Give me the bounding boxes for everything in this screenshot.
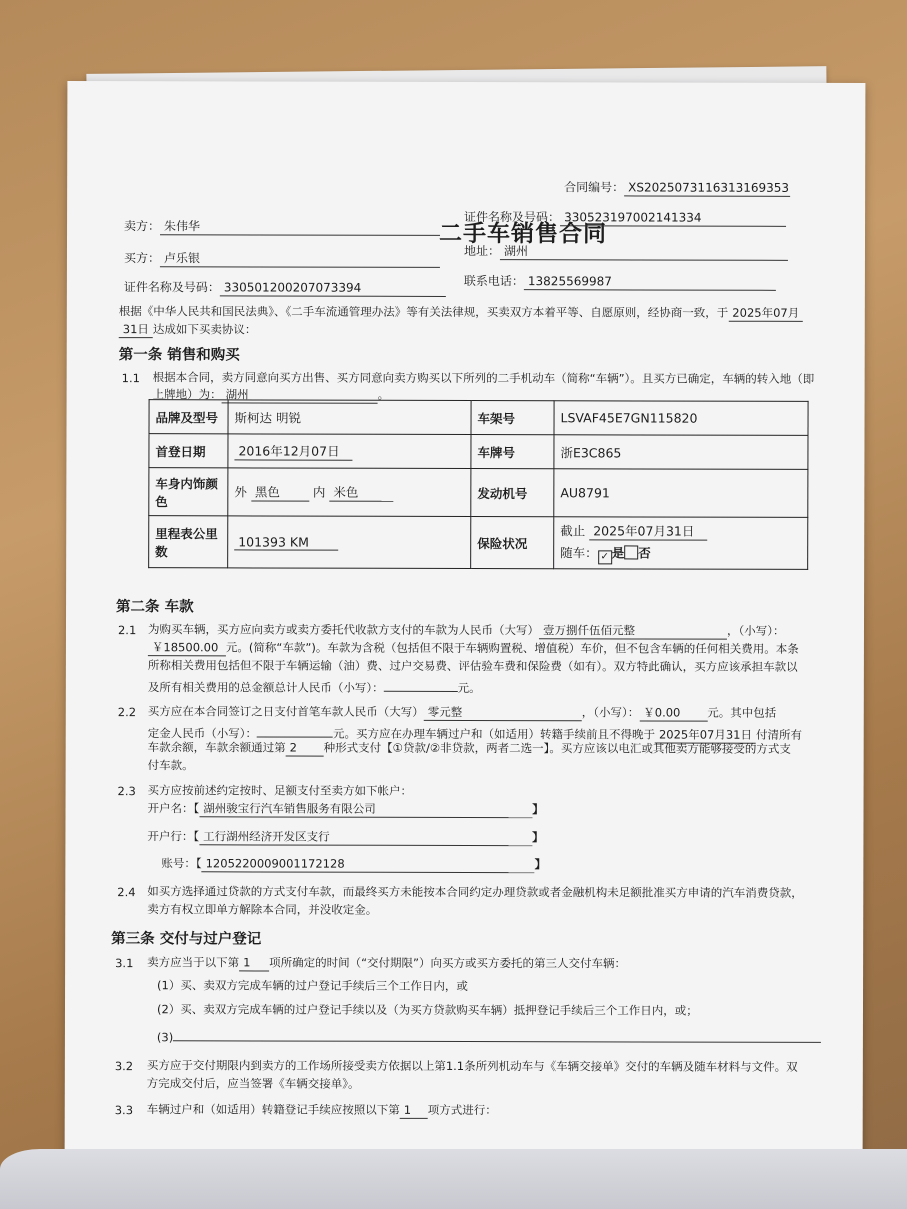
intro-line-2: 31日 达成如下买卖协议： [119,321,257,338]
payee-row: 开户名：【 湖州骏宝行汽车销售服务有限公司 】 [147,801,544,817]
delivery-option-1: (1）买、卖双方完成车辆的过户登记手续后三个工作日内，或 [157,978,468,994]
buyer-label: 买方： [123,251,160,266]
document-title: 二手车销售合同 [438,220,608,248]
plate-value: 浙E3C865 [554,435,808,470]
contract-number [564,178,790,197]
clause-2-4-line-2: 卖方有权立即单方解除本合同，并没收定金。 [147,902,378,917]
insurance-until: 2025年07月31日 [589,521,707,540]
clause-2-4-line-1: 如买方选择通过贷款的方式支付车款，而最终买方未能按本合同约定办理贷款或者金融机构未足额批准买方申请的汽车消费贷款， [147,884,803,900]
clause-2-1-line-3: 所称相关费用包括但不限于车辆运输（油）费、过户交易费、评估验车费和保险费（如有）。双方特此确认，买方应该承担车款以 [147,658,798,674]
payee-name: 湖州骏宝行汽车销售服务有限公司 [199,800,532,818]
mileage-label: 里程表公里数 [149,516,228,568]
transfer-option: 1 [400,1103,428,1119]
checkbox-no[interactable] [624,545,638,559]
checkbox-yes[interactable]: ✓ [598,550,612,564]
price-lower: ￥18500.00 [148,639,226,656]
register-place: 湖州 [222,386,378,403]
clause-2-1-line-1: 为购买车辆，买方应向卖方或卖方委托代收款方支付的车款为人民币（大写） 壹万捌仟伍佰元整 ，（小写）： [147,622,785,638]
clause-2-4-number: 2.4 [117,885,136,900]
account-row: 账号：【 1205220009001172128 】 [161,856,547,872]
insurance-cell: 截止 2025年07月31日 随车： ✓ 是 否 [554,517,808,570]
clause-2-2-line-3: 车款余额，车款余额通过第 2 种形式支付【①贷款/②非贷款，两者二选一】。买方应该以电汇或其他卖方能够接受的方式支 [147,740,791,756]
first-registration-cell [228,434,471,469]
clause-3-2-line-1: 买方应于交付期限内到卖方的工作场所接受卖方依据以上第1.1条所列机动车与《车辆交接单》交付的车辆及随车材料与文件。双 [146,1058,798,1074]
plate-label: 车牌号 [471,435,554,469]
interior-color: 米色 [329,483,393,502]
clause-1-1-line-2: 上牌地）为： 湖州 。 [152,387,390,402]
engine-value: AU8791 [554,469,808,518]
intro-day: 31日 [119,321,153,338]
delivery-option: 1 [239,955,269,971]
buyer-address-value: 湖州 [500,242,788,261]
buyer-id-label: 证件名称及号码： [123,280,220,295]
contract-number-value: XS2025073116313169353 [624,180,790,196]
bank-row: 开户行：【 工行湖州经济开发区支行 】 [147,829,544,845]
buyer-row [124,249,440,268]
sleeve-foreground [0,1149,907,1209]
clause-1-1-number: 1.1 [121,371,140,386]
seller-label: 卖方： [124,219,161,234]
article-3-heading: 第三条 交付与过户登记 [111,931,262,948]
table-row [149,400,808,436]
clause-2-2-line-2: 定金人民币（小写）： 元。买方应在办理车辆过户和（如适用）转籍手续前且不得晚于 2025年07月31日 付清所有 [148,721,802,744]
buyer-id-row [124,278,446,297]
seller-row [124,217,440,236]
buyer-id-value: 330501200207073394 [220,280,446,297]
clause-2-2-line-4: 付车款。 [147,758,194,773]
engine-label: 发动机号 [471,469,554,517]
buyer-phone-row [464,272,776,291]
first-payment-upper: 零元整 [424,704,582,721]
clause-3-3-number: 3.3 [114,1103,134,1118]
color-label: 车身内饰颜色 [149,468,228,516]
intro-line-1: 根据《中华人民共和国民法典》、《二手车流通管理办法》等有关法律规，买卖双方本着平等、自愿原则，经协商一致，于 2025年07月 [119,303,803,322]
contract-number-label: 合同编号： [564,180,625,195]
table-row [149,434,808,470]
delivery-option-3: (3) [157,1025,821,1046]
article-1-heading: 第一条 销售和购买 [118,347,240,364]
buyer-phone-label: 联系电话： [463,273,524,289]
contract-page [65,81,866,1168]
account-number: 1205220009001172128 [202,856,535,873]
clause-3-3-text: 车辆过户和（如适用）转籍登记手续应按照以下第 1 项方式进行： [146,1102,497,1118]
brand-value: 斯柯达 明锐 [228,400,471,435]
seller-name: 朱伟华 [160,217,440,236]
table-row [149,468,808,518]
price-upper: 壹万捌仟伍佰元整 [539,622,727,639]
bank-name: 工行湖州经济开发区支行 [199,828,532,846]
article-2-heading: 第二条 车款 [116,599,194,616]
mileage-value: 101393 KM [234,534,338,550]
exterior-color: 黑色 [251,482,309,501]
table-row [149,516,808,570]
color-cell: 外 黑色 内 米色 [228,468,471,517]
payment-method: 2 [286,741,324,757]
clause-3-2-number: 3.2 [114,1059,134,1074]
clause-2-1-line-2: ￥18500.00 元。(简称“车款”)。车款为含税（包括但不限于车辆购置税、增值税）车价，但不包含车辆的任何相关费用。本条 [148,639,799,658]
vehicle-table [148,399,808,570]
clause-2-1-number: 2.1 [117,623,137,638]
clause-3-2-line-2: 方完成交付后，应当签署《车辆交接单》。 [146,1076,360,1091]
intro-date: 2025年07月 [728,305,803,322]
clause-2-3-text: 买方应按前述约定按时、足额支付至卖方如下帐户： [147,783,413,798]
buyer-address-row [464,242,788,261]
buyer-address-label: 地址： [463,243,501,259]
seller-id-label: 证件名称及号码： [464,209,561,225]
clause-2-2-line-1: 买方应在本合同签订之日支付首笔车款人民币（大写） 零元整 ，（小写）： ￥0.00 元。其中包括 [147,704,777,720]
total-amount [384,676,458,692]
clause-1-1-line-1: 根据本合同，卖方同意向买方出售、买方同意向卖方购买以下所列的二手机动车（简称“车辆”）。且买方已确定，车辆的转入地（即 [152,370,815,386]
first-payment-lower: ￥0.00 [639,704,707,721]
clause-2-3-number: 2.3 [117,784,136,799]
insurance-label: 保险状况 [471,517,554,569]
buyer-phone-value: 13825569987 [524,274,776,291]
brand-label: 品牌及型号 [149,400,228,434]
clause-2-2-number: 2.2 [117,705,137,720]
vin-label: 车架号 [471,401,554,435]
buyer-name: 卢乐银 [160,249,440,268]
first-registration-value: 2016年12月07日 [234,441,352,460]
deposit-amount [257,721,333,737]
vin-value: LSVAF45E7GN115820 [554,401,808,436]
seller-id-row [464,208,786,227]
first-registration-label: 首登日期 [149,434,228,468]
balance-deadline: 2025年07月31日 [655,726,756,743]
delivery-option-3-blank [173,1025,821,1043]
mileage-cell [228,516,471,569]
delivery-option-2: (2）买、卖双方完成车辆的过户登记手续以及（为买方贷款购买车辆）抵押登记手续后三个工作日内，或； [156,1002,698,1018]
clause-2-1-line-4: 及所有相关费用的总金额总计人民币（小写）： 元。 [148,675,481,696]
seller-id-value: 330523197002141334 [560,210,786,227]
clause-3-1-text: 卖方应当于以下第 1 项所确定的时间（“交付期限”）向买方或买方委托的第三人交付车辆： [147,955,627,971]
clause-3-1-number: 3.1 [115,956,134,971]
